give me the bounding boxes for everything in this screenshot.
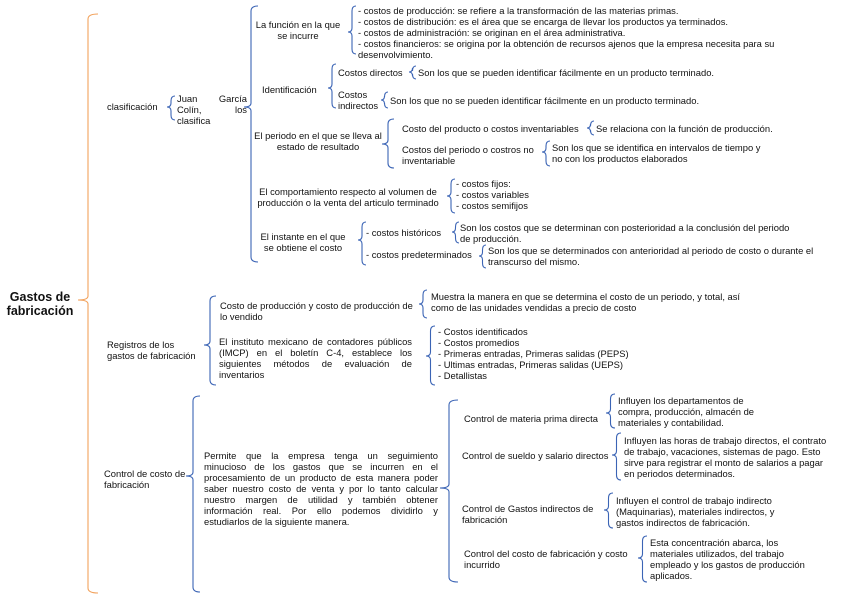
imcp-bracket bbox=[426, 326, 435, 385]
costo-produccion-label: Costo de producción y costo de producción de lo vendido bbox=[220, 300, 413, 322]
control-indirectos-desc: Influyen el control de trabajo indirecto (Maquinarias), materiales indirectos, y gastos indirectos de fabricación. bbox=[616, 495, 775, 528]
directos-bracket bbox=[409, 66, 416, 79]
control-desc-bracket bbox=[440, 400, 458, 582]
root-title: Gastos de fabricación bbox=[6, 290, 74, 318]
costos-indirectos-desc: Son los que no se pueden identificar fácilmente en un producto terminado. bbox=[390, 95, 700, 106]
clasificacion-label: clasificación bbox=[107, 101, 158, 112]
costo-producto-label: Costo del producto o costos inventariables bbox=[402, 123, 579, 134]
indirectos-ctrl-bracket bbox=[604, 493, 613, 528]
comportamiento-bracket bbox=[447, 179, 455, 213]
funcion-label: La función en la que se incurre bbox=[255, 19, 341, 41]
costos-directos-label: Costos directos bbox=[338, 67, 403, 78]
historicos-bracket bbox=[452, 222, 459, 243]
control-indirectos-label: Control de Gastos indirectos de fabricación bbox=[462, 503, 594, 525]
predeterminados-label: - costos predeterminados bbox=[366, 249, 472, 260]
comportamiento-items: - costos fijos: - costos variables - costos semifijos bbox=[456, 178, 529, 211]
periodo-desc-bracket bbox=[542, 141, 550, 166]
periodo-label: El periodo en el que se lleva al estado de resultado bbox=[254, 130, 382, 152]
costo-produccion-bracket bbox=[419, 290, 427, 318]
control-materia-desc: Influyen los departamentos de compra, producción, almacén de materiales y contabilidad. bbox=[618, 395, 755, 428]
control-materia-label: Control de materia prima directa bbox=[464, 413, 598, 424]
control-desc: Permite que la empresa tenga un seguimiento minucioso de los gastos que se incurren en el procesamiento de un producto de esta manera poder saber nuestro costo de venta y por lo tanto calcular nuestro margen de utilidad y también obtener información real. Por ello podemos dividirlo y estudiarlos de la siguiente manera. bbox=[204, 450, 438, 527]
root-bracket bbox=[78, 14, 98, 593]
funcion-item-4: - costos financieros: se origina por la obtención de recursos ajenos que la empresa necesita para su desenvolvimiento. bbox=[358, 38, 775, 60]
control-bracket bbox=[186, 396, 200, 592]
clasificacion-author: Juan García Colín, los clasifica bbox=[177, 93, 247, 126]
historicos-desc: Son los costos que se determinan con posterioridad a la conclusión del periodo de producción. bbox=[460, 222, 790, 244]
costos-directos-desc: Son los que se pueden identificar fácilmente en un producto terminado. bbox=[418, 67, 715, 78]
costos-indirectos-label: Costos indirectos bbox=[338, 89, 379, 111]
identificacion-bracket bbox=[328, 64, 336, 108]
costo-ctrl-bracket bbox=[638, 536, 647, 582]
funcion-item-3: - costos de administración: se originan en el área administrativa. bbox=[358, 27, 626, 38]
historicos-label: - costos históricos bbox=[366, 227, 442, 238]
indirectos-bracket bbox=[381, 92, 388, 108]
instante-label: El instante en el que se obtiene el costo bbox=[260, 231, 346, 253]
control-costo-label: Control del costo de fabricación y costo incurrido bbox=[464, 548, 628, 570]
identificacion-label: Identificación bbox=[262, 84, 317, 95]
costo-periodo-label: Costos del periodo o costros no inventariable bbox=[402, 144, 534, 166]
funcion-item-1: - costos de producción: se refiere a la transformación de las materias primas. bbox=[358, 5, 679, 16]
costo-produccion-desc: Muestra la manera en que se determina el costo de un periodo, y total, así como de las unidades vendidas a precio de costo bbox=[431, 291, 741, 313]
comportamiento-label: El comportamiento respecto al volumen de producción o la venta del articulo terminado bbox=[257, 186, 439, 208]
instante-bracket bbox=[358, 222, 366, 265]
clasificacion-bracket bbox=[167, 96, 175, 120]
imcp-label: El instituto mexicano de contadores públicos (IMCP) en el boletín C-4, establece los siguientes métodos de evaluación de inventarios bbox=[219, 336, 412, 380]
control-sueldo-desc: Influyen las horas de trabajo directos, el contrato de trabajo, vacaciones, sistemas de pago. Esto sirve para registrar el monto de salarios a pagar en periodos determinados. bbox=[624, 435, 827, 479]
control-sueldo-label: Control de sueldo y salario directos bbox=[462, 450, 609, 461]
registros-label: Registros de los gastos de fabricación bbox=[107, 339, 196, 361]
costo-periodo-desc: Son los que se identifica en intervalos de tiempo y no con los productos elaborados bbox=[552, 142, 761, 164]
control-costo-desc: Esta concentración abarca, los materiales utilizados, del trabajo empleado y los gastos de producción aplicados. bbox=[650, 537, 805, 581]
control-label: Control de costo de fabricación bbox=[104, 468, 186, 490]
costo-producto-desc: Se relaciona con la función de producción. bbox=[596, 123, 773, 134]
funcion-bracket bbox=[348, 6, 356, 54]
materia-bracket bbox=[606, 394, 615, 428]
imcp-items: - Costos identificados - Costos promedios - Primeras entradas, Primeras salidas (PEPS) - Ultimas entradas, Primeras salidas (UEPS) - Detallistas bbox=[438, 326, 629, 381]
registros-bracket bbox=[204, 296, 216, 385]
funcion-item-2: - costos de distribución: es el área que se encarga de llevar los productos ya terminados. bbox=[358, 16, 728, 27]
predeterminados-desc: Son los que se determinados con anterioridad al periodo de costo o durante el transcurso del mismo. bbox=[488, 245, 814, 267]
predeterminados-bracket bbox=[479, 245, 486, 268]
sueldo-bracket bbox=[612, 433, 621, 480]
producto-bracket bbox=[587, 121, 594, 135]
